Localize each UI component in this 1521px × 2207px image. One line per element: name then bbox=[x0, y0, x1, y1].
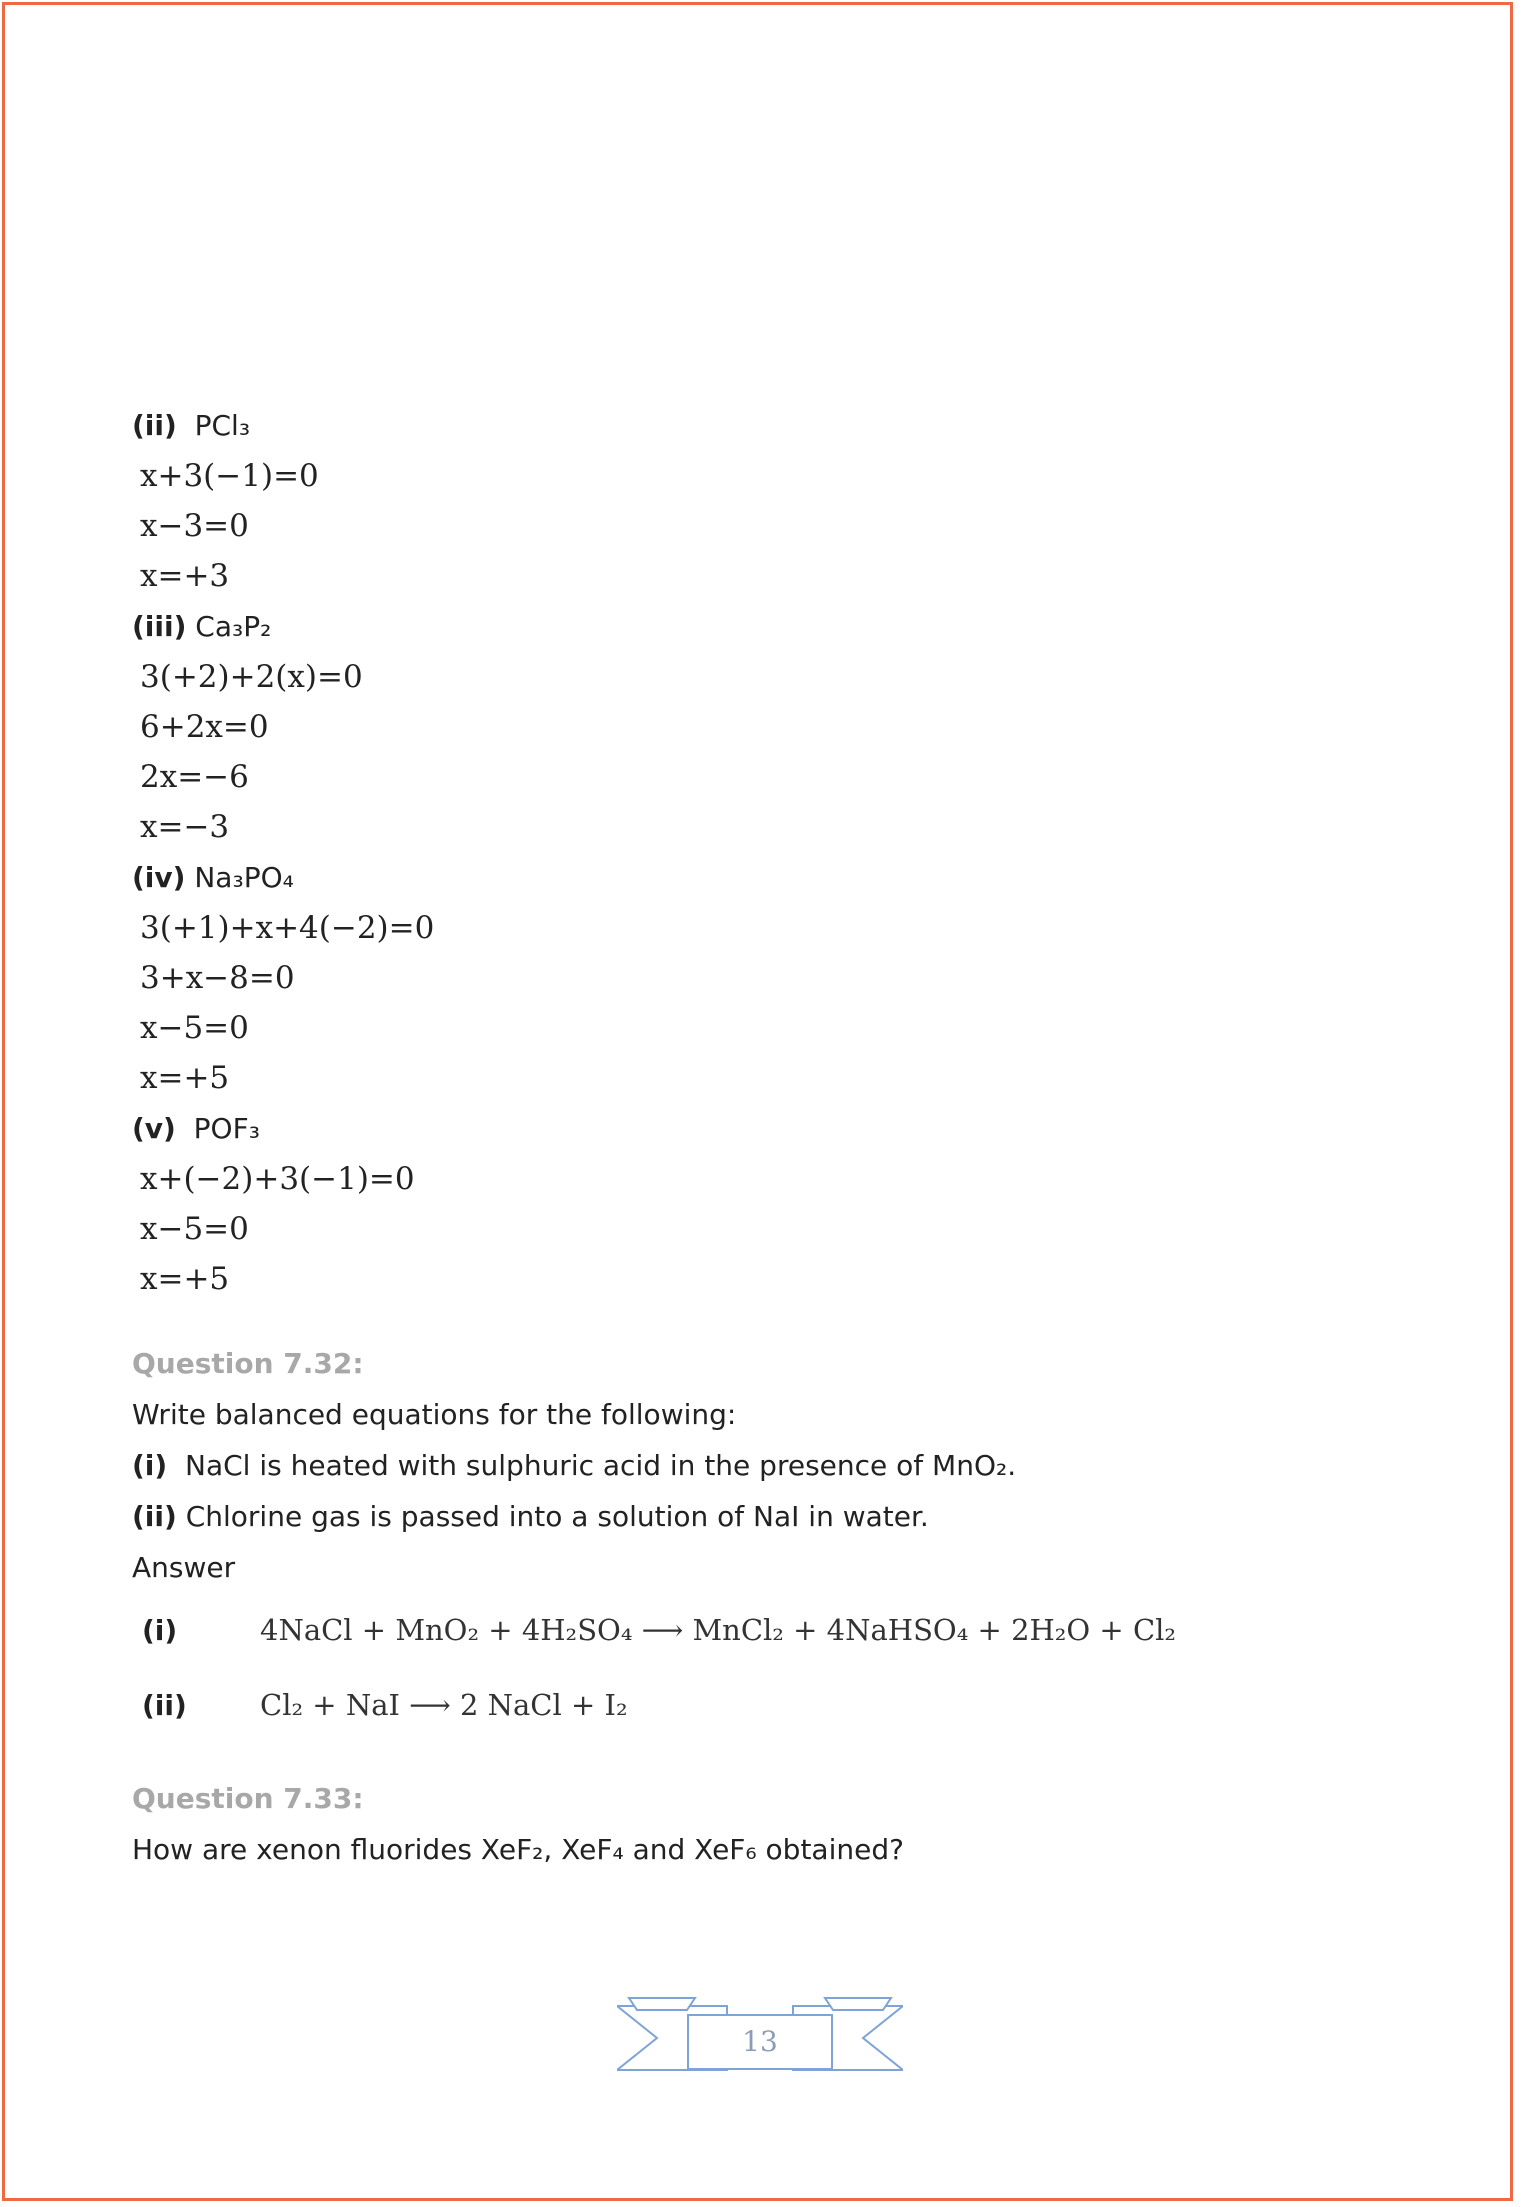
math-step: 6+2x=0 bbox=[140, 709, 269, 745]
item-text: NaCl is heated with sulphuric acid in the presence of MnO₂. bbox=[185, 1449, 1017, 1482]
math-step: 3(+1)+x+4(−2)=0 bbox=[140, 910, 435, 946]
math-step: x−5=0 bbox=[140, 1010, 249, 1046]
page-content bbox=[132, 400, 1382, 1875]
part-label: (iii) bbox=[132, 610, 187, 643]
equation-label: (i) bbox=[142, 1614, 178, 1647]
part-iv-heading bbox=[132, 852, 1382, 903]
math-step: x=+3 bbox=[140, 558, 230, 594]
compound-formula: Na₃PO₄ bbox=[194, 861, 294, 894]
compound-formula: Ca₃P₂ bbox=[195, 610, 272, 643]
question-7-32-heading: Question 7.32: bbox=[132, 1347, 364, 1380]
page-number: 13 bbox=[687, 2014, 833, 2070]
math-step: x+3(−1)=0 bbox=[140, 458, 319, 494]
math-step: x−3=0 bbox=[140, 508, 249, 544]
math-step: x−5=0 bbox=[140, 1211, 249, 1247]
answer-label: Answer bbox=[132, 1551, 236, 1584]
math-step: x=+5 bbox=[140, 1261, 230, 1297]
item-label: (i) bbox=[132, 1449, 168, 1482]
part-iii-heading bbox=[132, 601, 1382, 652]
math-step: x=−3 bbox=[140, 809, 230, 845]
question-item bbox=[132, 1491, 1382, 1542]
part-v-heading bbox=[132, 1103, 1382, 1154]
answer-equation bbox=[132, 1593, 1382, 1668]
math-step: x+(−2)+3(−1)=0 bbox=[140, 1161, 415, 1197]
math-step: 3+x−8=0 bbox=[140, 960, 295, 996]
compound-formula: PCl₃ bbox=[194, 409, 251, 442]
math-step: 2x=−6 bbox=[140, 759, 249, 795]
answer-equation bbox=[132, 1668, 1382, 1743]
compound-formula: POF₃ bbox=[193, 1112, 260, 1145]
equation-label: (ii) bbox=[142, 1689, 187, 1722]
math-step: 3(+2)+2(x)=0 bbox=[140, 659, 363, 695]
item-label: (ii) bbox=[132, 1500, 177, 1533]
part-label: (iv) bbox=[132, 861, 186, 894]
question-prompt: How are xenon fluorides XeF₂, XeF₄ and XeF₆ obtained? bbox=[132, 1833, 904, 1866]
page-footer bbox=[617, 1996, 903, 2080]
part-label: (ii) bbox=[132, 409, 177, 442]
part-ii-heading bbox=[132, 400, 1382, 451]
math-step: x=+5 bbox=[140, 1060, 230, 1096]
part-label: (v) bbox=[132, 1112, 176, 1145]
item-text: Chlorine gas is passed into a solution of NaI in water. bbox=[185, 1500, 929, 1533]
question-item bbox=[132, 1440, 1382, 1491]
equation-text: Cl₂ + NaI ⟶ 2 NaCl + I₂ bbox=[260, 1688, 628, 1722]
question-prompt: Write balanced equations for the following: bbox=[132, 1398, 737, 1431]
equation-text: 4NaCl + MnO₂ + 4H₂SO₄ ⟶ MnCl₂ + 4NaHSO₄ + 2H₂O + Cl₂ bbox=[260, 1613, 1177, 1647]
question-7-33-heading: Question 7.33: bbox=[132, 1782, 364, 1815]
